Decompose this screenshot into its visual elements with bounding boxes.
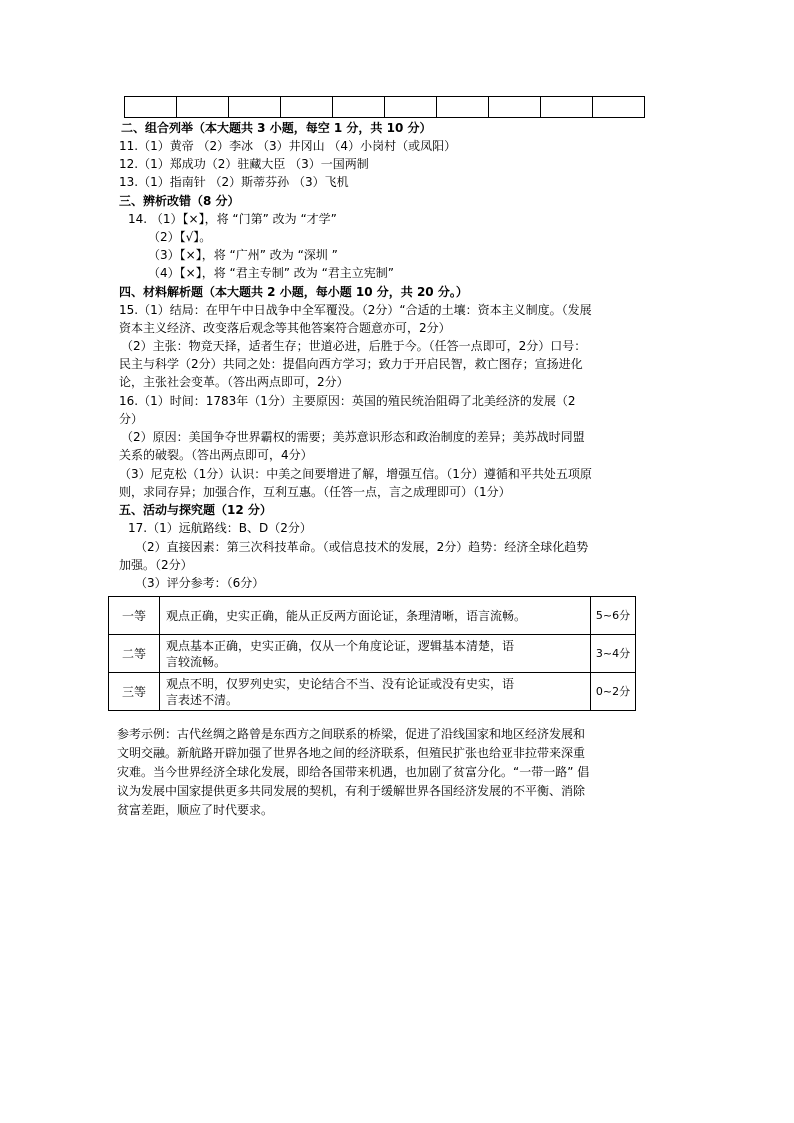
table-cell bbox=[489, 97, 541, 118]
section-4-heading: 四、材料解析题（本大题共 2 小题，每小题 10 分，共 20 分。） bbox=[119, 285, 468, 299]
table-row bbox=[109, 597, 636, 635]
score-cell: 3~4分 bbox=[591, 635, 636, 673]
table-cell bbox=[281, 97, 333, 118]
reference-line: 贫富差距，顺应了时代要求。 bbox=[117, 803, 274, 817]
answer-line: 17.（1）远航路线：B、D（2分） bbox=[128, 521, 312, 535]
criteria-cell bbox=[160, 635, 591, 673]
table-cell bbox=[541, 97, 593, 118]
criteria-cell bbox=[160, 673, 591, 711]
reference-line: 参考示例：古代丝绸之路曾是东西方之间联系的桥梁，促进了沿线国家和地区经济发展和 bbox=[117, 727, 586, 741]
answer-line: （3）尼克松（1分）认识：中美之间要增进了解，增强互信。（1分）遵循和平共处五项原 bbox=[119, 467, 592, 481]
table-cell bbox=[593, 97, 645, 118]
answer-line: （3）评分参考：（6分） bbox=[135, 576, 265, 590]
table-cell bbox=[125, 97, 177, 118]
table-cell bbox=[177, 97, 229, 118]
criteria-text: 言表述不清。 bbox=[166, 692, 239, 707]
reference-line: 文明交融。新航路开辟加强了世界各地之间的经济联系，但殖民扩张也给亚非拉带来深重 bbox=[117, 746, 586, 760]
score-cell: 5~6分 bbox=[591, 597, 636, 635]
criteria-text: 观点正确，史实正确，能从正反两方面论证，条理清晰，语言流畅。 bbox=[166, 608, 527, 623]
answer-line: （3）【×】，将 “广州” 改为 “深圳 ” bbox=[148, 248, 338, 262]
answer-line: 分） bbox=[119, 412, 144, 426]
grade-cell: 一等 bbox=[109, 597, 160, 635]
table-cell bbox=[437, 97, 489, 118]
reference-line: 灾难。当今世界经济全球化发展，即给各国带来机遇，也加剧了贫富分化。“一带一路” 倡 bbox=[117, 765, 590, 779]
answer-grid-table bbox=[124, 96, 645, 118]
answer-line: 则，求同存异；加强合作，互利互惠。（任答一点，言之成理即可）（1分） bbox=[119, 485, 511, 499]
table-row bbox=[125, 97, 645, 118]
criteria-text: 观点不明，仅罗列史实，史论结合不当、没有论证或没有史实，语 bbox=[166, 676, 515, 691]
answer-line: （2）主张：物竞天择，适者生存；世道必进，后胜于今。（任答一点即可，2分）口号： bbox=[121, 339, 587, 353]
answer-line: （2）【√】。 bbox=[148, 230, 212, 244]
reference-line: 议为发展中国家提供更多共同发展的契机，有利于缓解世界各国经济发展的不平衡、消除 bbox=[117, 784, 586, 798]
answer-line: （2）直接因素：第三次科技革命。（或信息技术的发展，2分）趋势：经济全球化趋势 bbox=[135, 540, 589, 554]
answer-line: （4）【×】，将 “君主专制” 改为 “君主立宪制” bbox=[148, 266, 395, 280]
grade-cell: 三等 bbox=[109, 673, 160, 711]
answer-line: 加强。（2分） bbox=[119, 558, 193, 572]
section-5-heading: 五、活动与探究题（12 分） bbox=[119, 503, 272, 517]
section-2-heading: 二、组合列举（本大题共 3 小题，每空 1 分，共 10 分） bbox=[121, 121, 432, 135]
answer-line: 16.（1）时间：1783年（1分）主要原因：英国的殖民统治阻碍了北美经济的发展（2 bbox=[119, 394, 576, 408]
score-cell: 0~2分 bbox=[591, 673, 636, 711]
answer-line: 民主与科学（2分）共同之处：提倡向西方学习；致力于开启民智，救亡图存；宣扬进化 bbox=[119, 357, 583, 371]
table-cell bbox=[385, 97, 437, 118]
table-cell bbox=[229, 97, 281, 118]
answer-line: （2）原因：美国争夺世界霸权的需要；美苏意识形态和政治制度的差异；美苏战时同盟 bbox=[121, 430, 585, 444]
answer-line: 资本主义经济、改变落后观念等其他答案符合题意亦可，2分） bbox=[119, 321, 451, 335]
criteria-cell bbox=[160, 597, 591, 635]
answer-line: 14. （1）【×】，将 “门第” 改为 “才学” bbox=[128, 212, 337, 226]
criteria-text: 言较流畅。 bbox=[166, 654, 227, 669]
table-cell bbox=[333, 97, 385, 118]
answer-line: 13.（1）指南针 （2）斯蒂芬孙 （3）飞机 bbox=[119, 175, 349, 189]
grading-table bbox=[108, 596, 636, 711]
criteria-text: 观点基本正确，史实正确，仅从一个角度论证，逻辑基本清楚，语 bbox=[166, 638, 515, 653]
table-row bbox=[109, 635, 636, 673]
answer-line: 12.（1）郑成功（2）驻藏大臣 （3）一国两制 bbox=[119, 157, 369, 171]
answer-line: 11.（1）黄帝 （2）李冰 （3）井冈山 （4）小岗村（或凤阳） bbox=[119, 139, 457, 153]
answer-line: 15.（1）结局：在甲午中日战争中全军覆没。（2分）“合适的土壤：资本主义制度。（发展 bbox=[119, 303, 592, 317]
answer-line: 论，主张社会变革。（答出两点即可，2分） bbox=[119, 375, 349, 389]
table-row bbox=[109, 673, 636, 711]
grade-cell: 二等 bbox=[109, 635, 160, 673]
answer-line: 关系的破裂。（答出两点即可，4分） bbox=[119, 448, 313, 462]
section-3-heading: 三、辨析改错（8 分） bbox=[119, 194, 240, 208]
